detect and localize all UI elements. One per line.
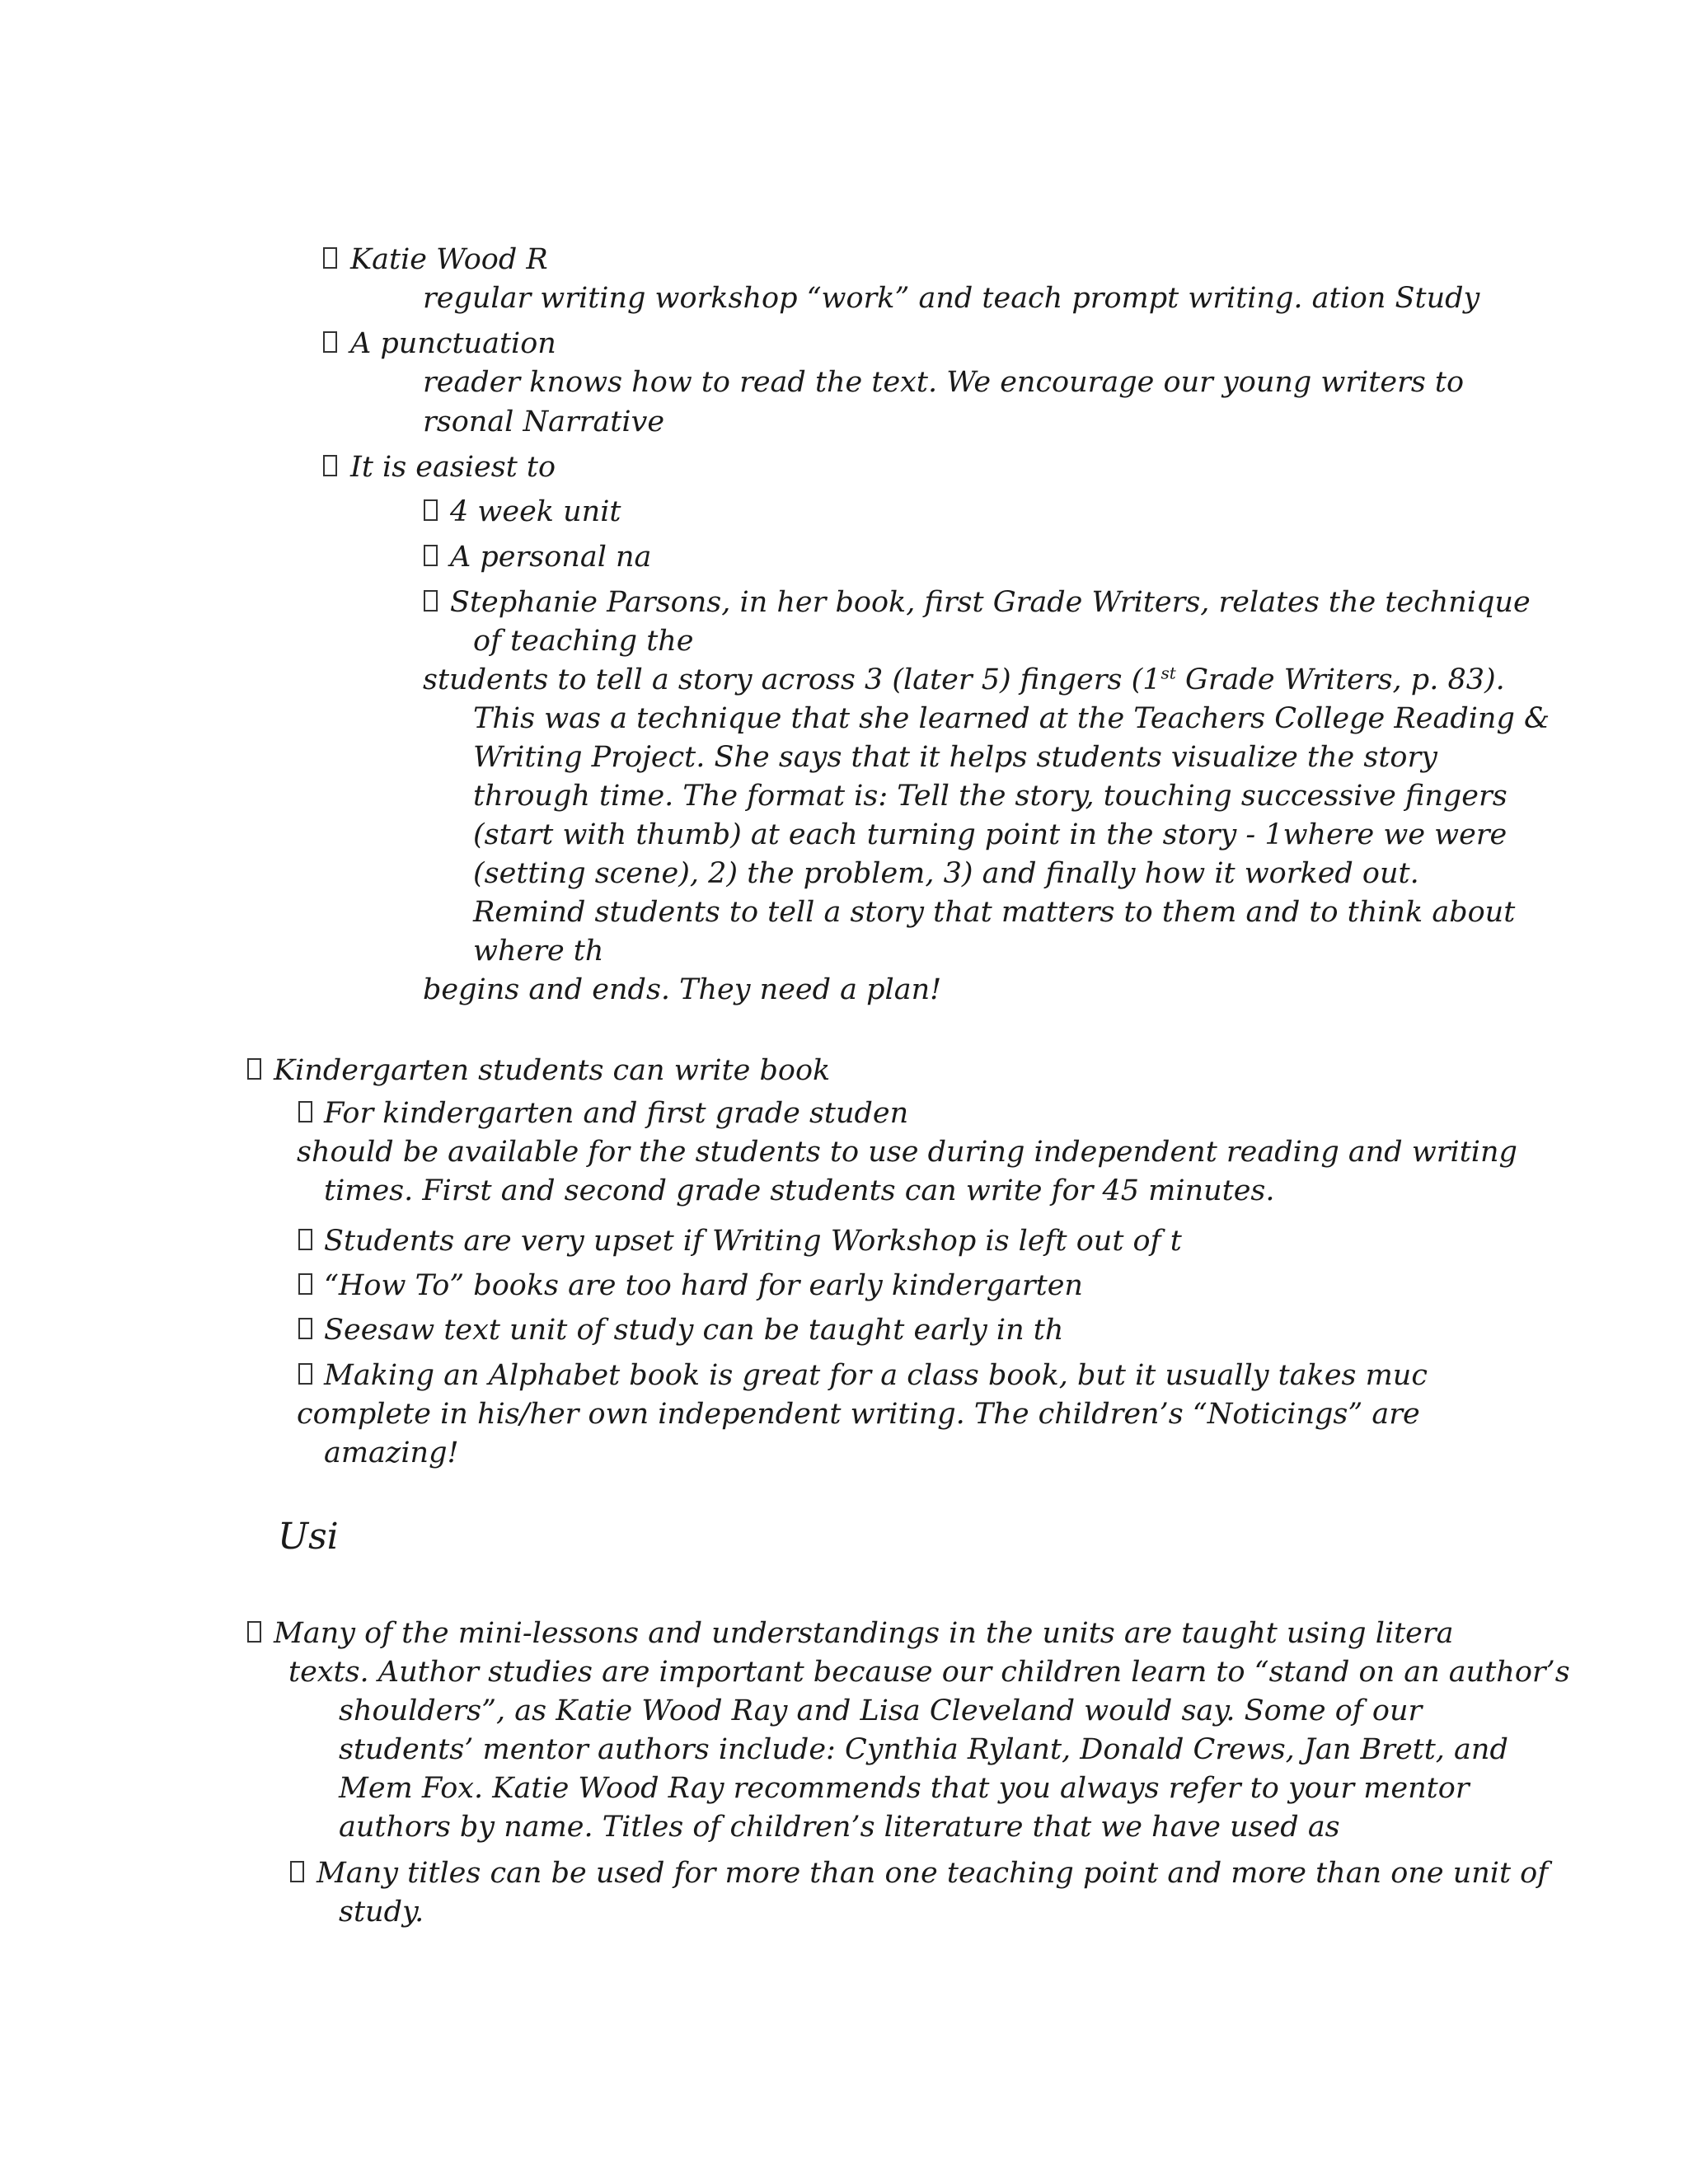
bullet-icon [424, 545, 438, 566]
sub-list-item-continuation: Remind students to tell a story that matters to them and to think about [473, 896, 1516, 929]
sub-list-item-continuation: should be available for the students to use during independent reading and writing [297, 1136, 1517, 1169]
sub-list-item: A personal na [450, 541, 652, 574]
sub-list-item: Making an Alphabet book is great for a class book, but it usually takes muc [324, 1359, 1428, 1392]
sub-list-item-continuation [423, 663, 1505, 696]
sub-list-item-continuation: This was a technique that she learned at the Teachers College Reading & [473, 702, 1550, 735]
sub-list-item-continuation: complete in his/her own independent writing. The children’s “Noticings” are [297, 1398, 1420, 1431]
list-item-continuation: rsonal Narrative [423, 405, 665, 438]
superscript: st [1160, 663, 1176, 683]
bullet-icon [298, 1101, 312, 1122]
bullet-icon [323, 331, 337, 353]
list-item: Many of the mini-lessons and understandings in the units are taught using litera [274, 1617, 1454, 1650]
bullet-icon [424, 499, 438, 521]
sub-list-item-continuation: Writing Project. She says that it helps students visualize the story [473, 741, 1437, 774]
sub-list-item-continuation: of teaching the [473, 625, 694, 658]
sub-list-item-continuation: study. [339, 1896, 424, 1929]
sub-list-item-continuation: begins and ends. They need a plan! [423, 973, 942, 1006]
list-item: A punctuation [350, 327, 556, 360]
sub-list-item: Students are very upset if Writing Workshop is left out of t [324, 1225, 1182, 1258]
sub-list-item-continuation: (start with thumb) at each turning point in the story - 1where we were [473, 818, 1507, 851]
sub-list-item-continuation: where th [473, 935, 604, 968]
bullet-icon [298, 1363, 312, 1385]
bullet-icon [247, 1621, 261, 1643]
sub-list-item-continuation: through time. The format is: Tell the story, touching successive fingers [473, 780, 1507, 813]
bullet-icon [298, 1273, 312, 1295]
sub-list-item: Stephanie Parsons, in her book, first Grade Writers, relates the technique [450, 586, 1531, 619]
list-item-continuation: shoulders”, as Katie Wood Ray and Lisa Cleveland would say. Some of our [339, 1694, 1423, 1727]
text-run: students to tell a story across 3 (later 5) fingers (1 [423, 663, 1161, 696]
list-item-continuation: regular writing workshop “work” and teach prompt writing. ation Study [423, 282, 1480, 315]
list-item-continuation: students’ mentor authors include: Cynthia Rylant, Donald Crews, Jan Brett, and [339, 1733, 1508, 1766]
list-item-continuation: Mem Fox. Katie Wood Ray recommends that you always refer to your mentor [339, 1772, 1470, 1805]
sub-list-item-continuation: (setting scene), 2) the problem, 3) and finally how it worked out. [473, 857, 1419, 890]
bullet-icon [290, 1861, 304, 1882]
sub-list-item: For kindergarten and first grade studen [324, 1097, 909, 1130]
list-item: It is easiest to [350, 451, 556, 484]
list-item: Katie Wood R [350, 243, 548, 276]
bullet-icon [323, 455, 337, 476]
sub-list-item: 4 week unit [450, 495, 621, 528]
bullet-icon [323, 247, 337, 269]
bullet-icon [298, 1229, 312, 1250]
bullet-icon [424, 590, 438, 612]
bullet-icon [298, 1318, 312, 1339]
text-run: Grade Writers, p. 83). [1175, 663, 1505, 696]
sub-list-item: Seesaw text unit of study can be taught early in th [324, 1314, 1064, 1347]
list-item-continuation: texts. Author studies are important because our children learn to “stand on an author’s [288, 1656, 1570, 1689]
sub-list-item: “How To” books are too hard for early kindergarten [324, 1269, 1083, 1302]
list-item-continuation: reader knows how to read the text. We encourage our young writers to [423, 366, 1465, 399]
sub-list-item-continuation: amazing! [324, 1436, 459, 1469]
sub-list-item: Many titles can be used for more than one teaching point and more than one unit of [316, 1857, 1549, 1890]
list-item-continuation: authors by name. Titles of children’s literature that we have used as [339, 1811, 1340, 1844]
section-heading: Usi [278, 1516, 339, 1558]
list-item: Kindergarten students can write book [274, 1054, 831, 1087]
bullet-icon [247, 1058, 261, 1080]
sub-list-item-continuation: times. First and second grade students can write for 45 minutes. [324, 1174, 1275, 1207]
